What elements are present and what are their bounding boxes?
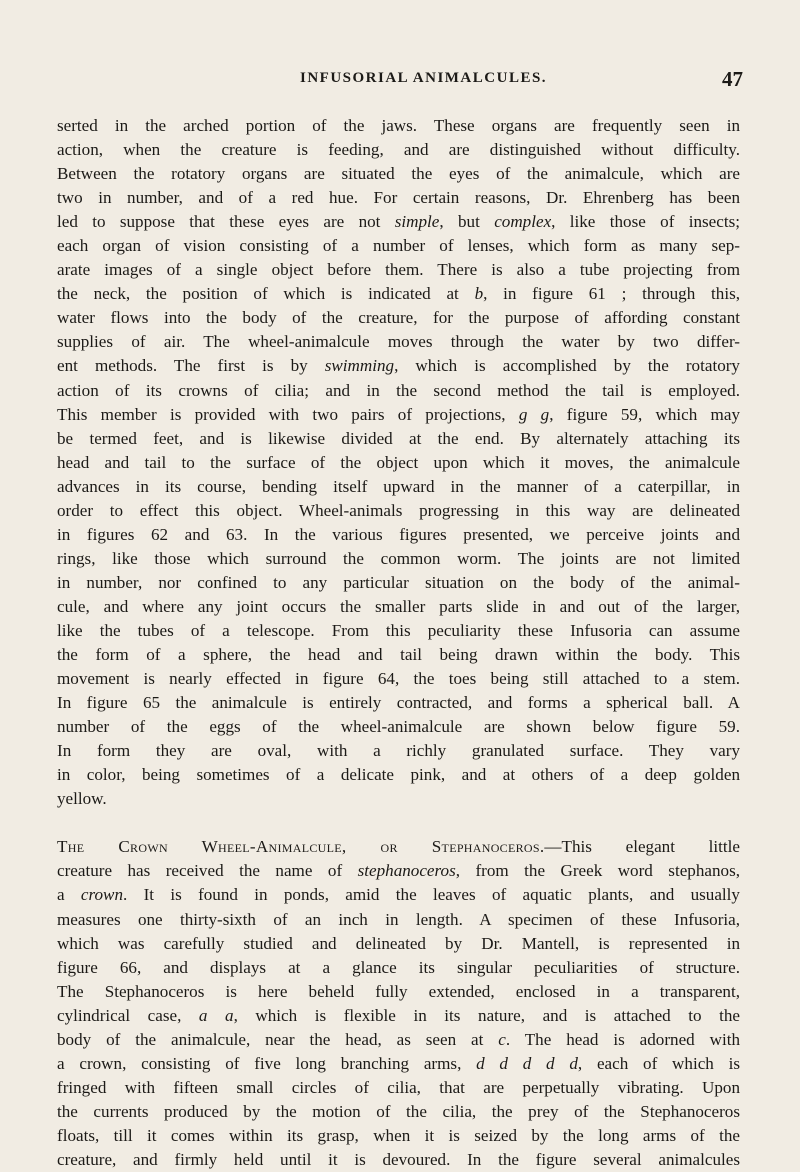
text-line: In figure 65 the animalcule is entirely contracted, and forms a spherical ball. A — [57, 693, 740, 713]
text-line: In form they are oval, with a richly granulated surface. They vary — [57, 741, 740, 761]
text-line: serted in the arched portion of the jaws. These organs are frequently seen in — [57, 116, 740, 135]
section-heading: The Crown Wheel-Animalcule, or Stephanoceros. — [57, 837, 545, 857]
page-number: 47 — [722, 67, 743, 91]
text-line: measures one thirty-sixth of an inch in length. A specimen of these Infusoria, — [57, 909, 740, 929]
text-line: in number, nor confined to any particular situation on the body of the animal- — [57, 572, 740, 592]
text-line: head and tail to the surface of the object upon which it moves, the animalcule — [57, 452, 740, 472]
text-line: cylindrical case, a a, which is flexible in its nature, and is attached to the — [57, 1005, 741, 1025]
text-line: rings, like those which surround the common worm. The joints are not limited — [57, 548, 740, 568]
text-line: Between the rotatory organs are situated the eyes of the animalcule, which are — [57, 164, 740, 184]
page-header — [0, 67, 800, 94]
text-line: cule, and where any joint occurs the smaller parts slide in and out of the larger, — [57, 596, 740, 616]
text-line: led to suppose that these eyes are not simple, but complex, like those of insects; — [57, 212, 740, 232]
body-text — [57, 114, 740, 1172]
text-line: action of its crowns of cilia; and in the second method the tail is employed. — [57, 380, 740, 400]
text-line: like the tubes of a telescope. From this peculiarity these Infusoria can assume — [57, 620, 740, 640]
text-line: each organ of vision consisting of a number of lenses, which form as many sep- — [57, 236, 740, 256]
text-line: a crown, consisting of five long branching arms, d d d d d, each of which is — [57, 1053, 740, 1073]
text-line: fringed with fifteen small circles of cilia, that are perpetually vibrating. Upon — [57, 1077, 740, 1097]
text-line: body of the animalcule, near the head, as seen at c. The head is adorned with — [57, 1029, 740, 1049]
text-line: This member is provided with two pairs of projections, g g, figure 59, which may — [57, 404, 740, 424]
text-line: two in number, and of a red hue. For certain reasons, Dr. Ehrenberg has been — [57, 188, 740, 208]
text-line: a crown. It is found in ponds, amid the leaves of aquatic plants, and usually — [57, 885, 740, 905]
text-line: advances in its course, bending itself upward in the manner of a caterpillar, in — [57, 476, 740, 496]
text-line: action, when the creature is feeding, and are distinguished without difficulty. — [57, 140, 740, 160]
text-line: The Crown Wheel-Animalcule, or Stephanoceros.—This elegant little — [57, 837, 741, 857]
text-line: movement is nearly effected in figure 64, the toes being still attached to a stem. — [57, 669, 740, 689]
paragraph-eyes-and-movement — [57, 114, 740, 811]
text-line: the currents produced by the motion of the cilia, the prey of the Stephanoceros — [57, 1101, 740, 1121]
text-line: The Stephanoceros is here beheld fully extended, enclosed in a transparent, — [57, 981, 740, 1001]
text-line: the neck, the position of which is indicated at b, in figure 61 ; through this, — [57, 284, 740, 304]
text-line: water flows into the body of the creature, for the purpose of affording constant — [57, 308, 740, 328]
text-line: in color, being sometimes of a delicate pink, and at others of a deep golden — [57, 765, 740, 785]
text-line: supplies of air. The wheel-animalcule moves through the water by two differ- — [57, 332, 740, 352]
text-line: which was carefully studied and delineated by Dr. Mantell, is represented in — [57, 933, 740, 953]
text-line: arate images of a single object before them. There is also a tube projecting from — [57, 260, 740, 280]
text-line: ent methods. The first is by swimming, which is accomplished by the rotatory — [57, 356, 740, 376]
text-line: in figures 62 and 63. In the various figures presented, we perceive joints and — [57, 524, 740, 544]
text-line: floats, till it comes within its grasp, when it is seized by the long arms of the — [57, 1125, 740, 1145]
paragraph-stephanoceros — [57, 835, 740, 1172]
text-line: yellow. — [57, 789, 107, 809]
text-line: number of the eggs of the wheel-animalcule are shown below figure 59. — [57, 717, 740, 737]
text-line: be termed feet, and is likewise divided at the end. By alternately attaching its — [57, 428, 740, 448]
text-line: order to effect this object. Wheel-animals progressing in this way are delineated — [57, 500, 740, 520]
text-line: the form of a sphere, the head and tail being drawn within the body. This — [57, 645, 740, 665]
running-head: INFUSORIAL ANIMALCULES. — [300, 70, 548, 86]
text-line: creature has received the name of stephanoceros, from the Greek word stephanos, — [57, 861, 740, 881]
text-line: figure 66, and displays at a glance its singular peculiarities of structure. — [57, 957, 740, 977]
text-line: creature, and firmly held until it is devoured. In the figure several animalcules — [57, 1149, 740, 1169]
